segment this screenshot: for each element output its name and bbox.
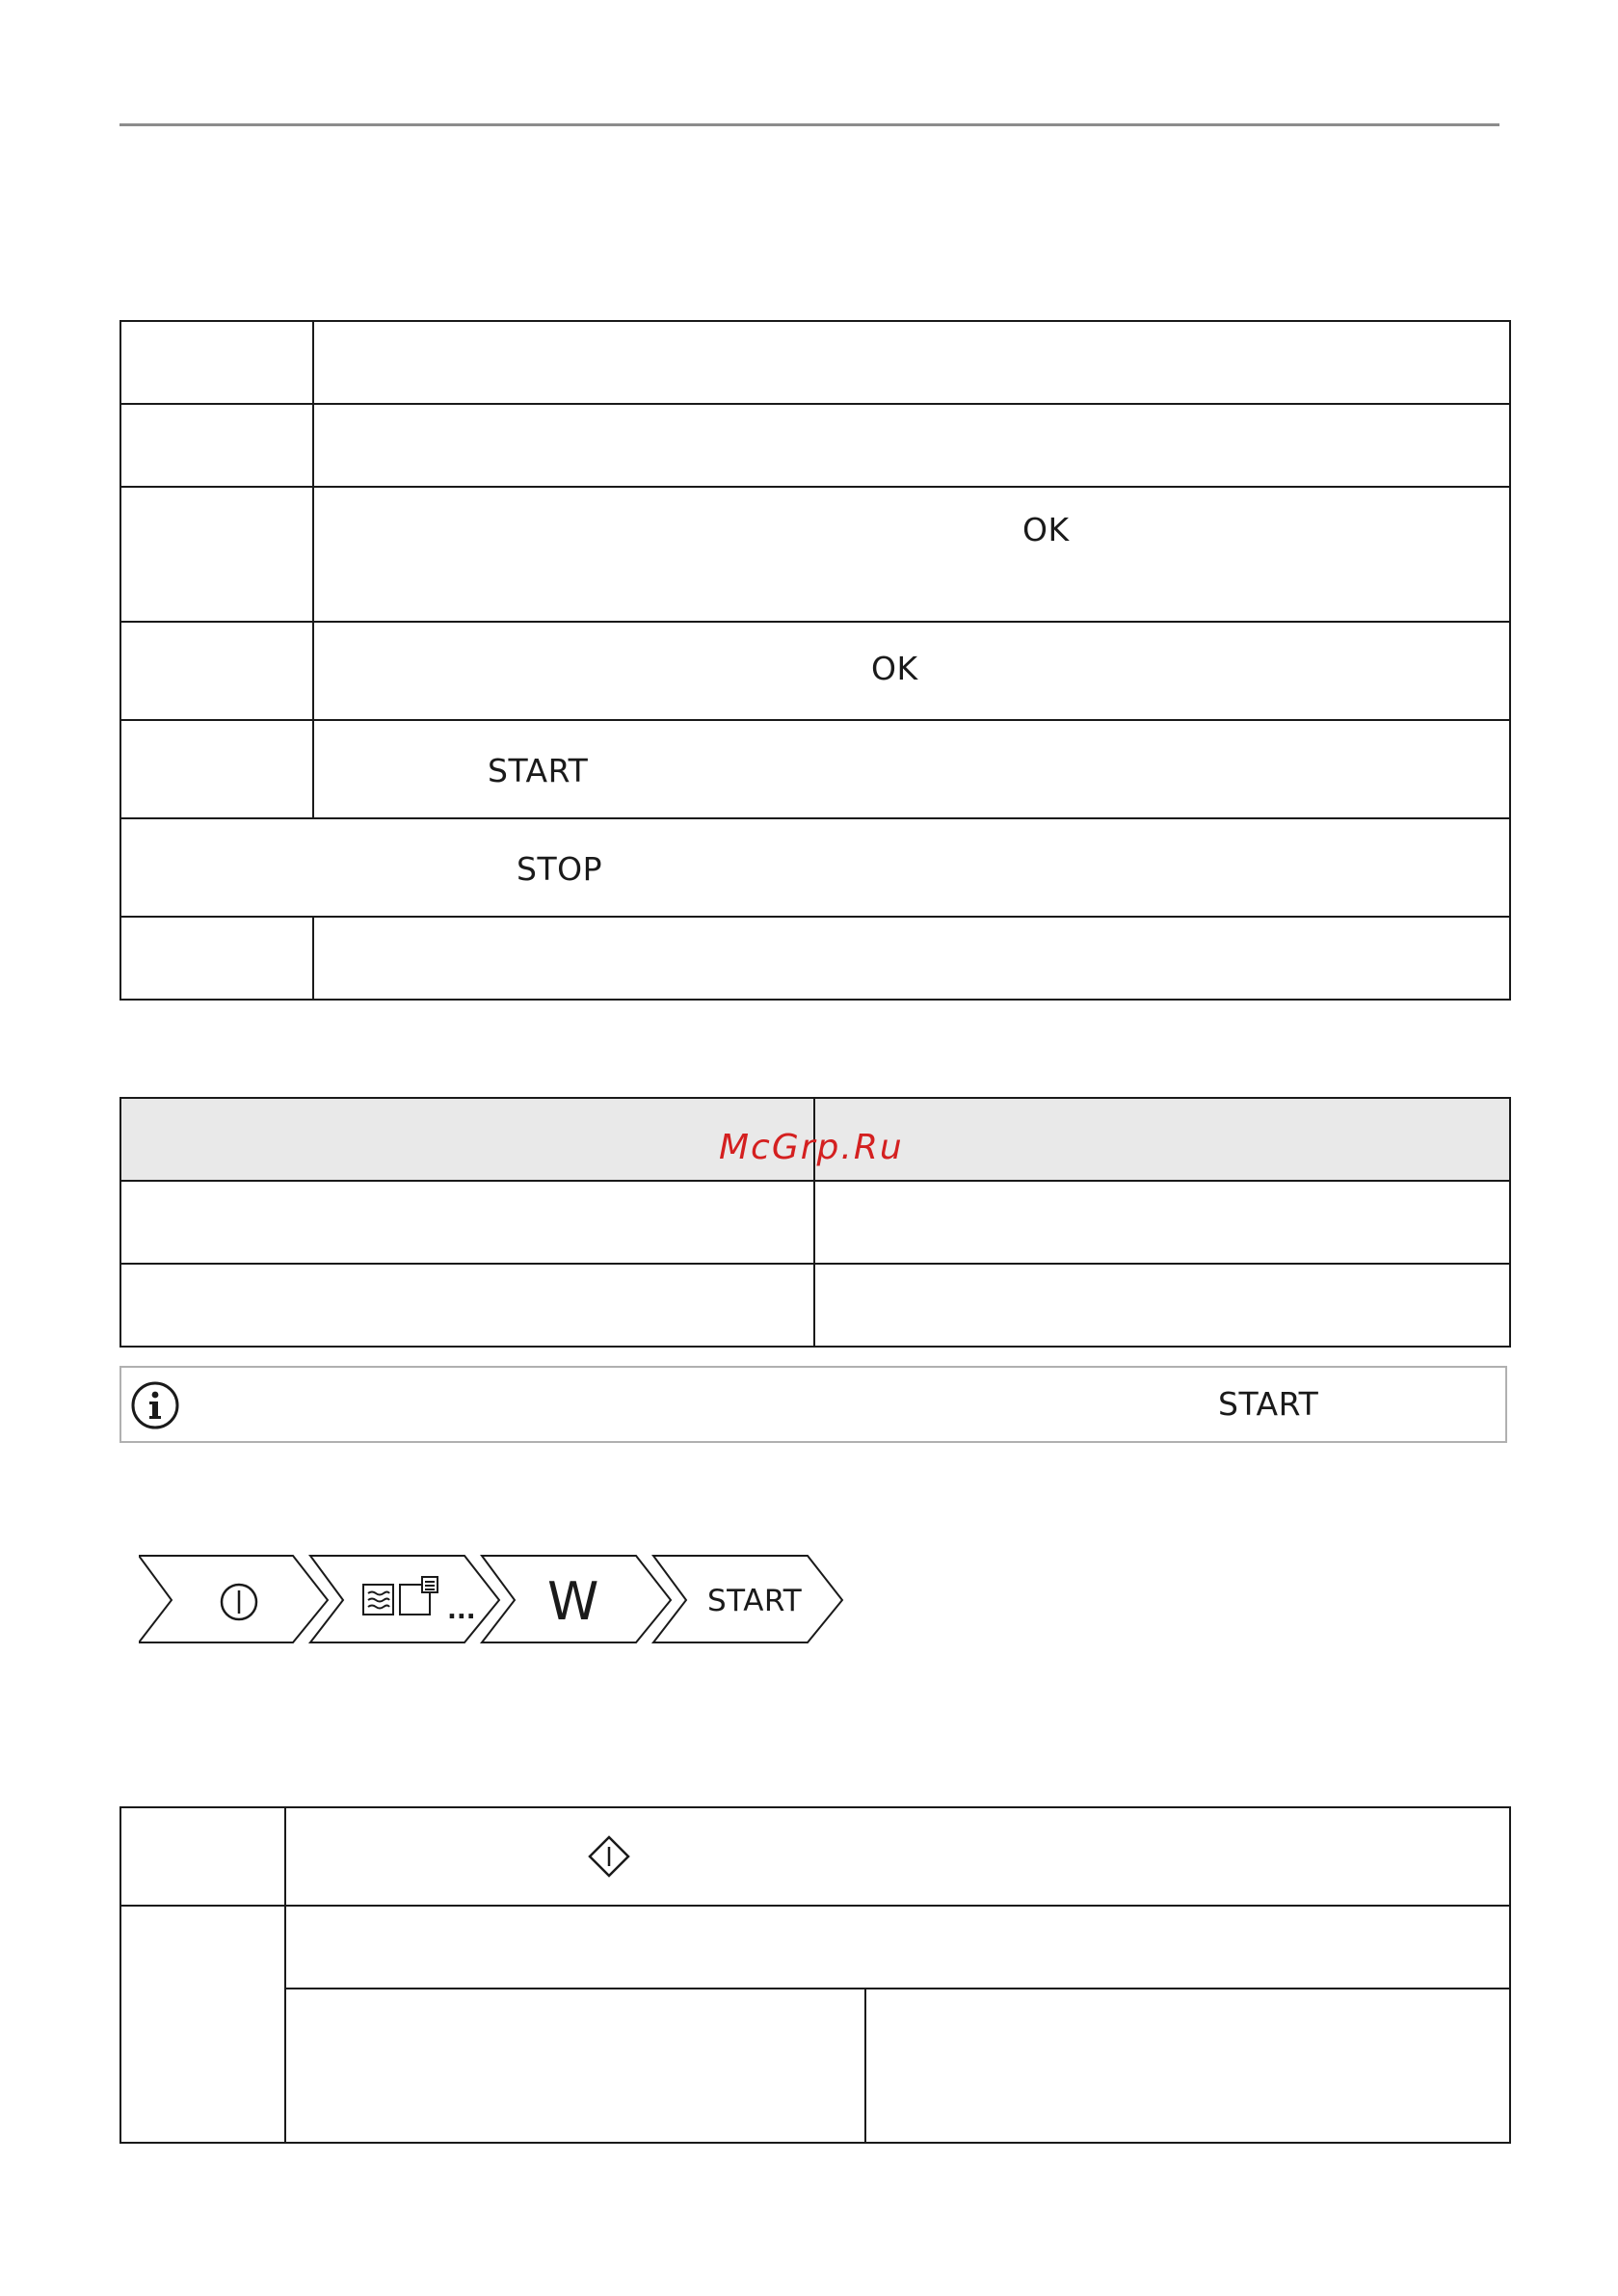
action-cell	[313, 404, 1510, 487]
start-label: START	[707, 1584, 803, 1618]
start-keyword: START	[1218, 1385, 1319, 1423]
action-cell	[285, 1807, 1510, 1906]
action-cell	[313, 622, 1510, 720]
table-cell	[120, 1264, 814, 1347]
header-cell	[120, 1098, 814, 1181]
table-row	[120, 321, 1510, 404]
ellipsis-label: ...	[447, 1596, 476, 1625]
table-row	[120, 1181, 1510, 1264]
table-cell	[285, 1989, 865, 2143]
header-cell	[814, 1098, 1510, 1181]
action-cell	[313, 321, 1510, 404]
step-cell	[120, 487, 313, 622]
action-cell	[313, 487, 1510, 622]
action-cell	[313, 720, 1510, 818]
watermark-text: McGrp.Ru	[719, 1128, 904, 1167]
start-table	[119, 1806, 1511, 2144]
table-cell	[814, 1264, 1510, 1347]
ok-keyword: OK	[871, 650, 918, 687]
table-row	[120, 818, 1510, 917]
header-rule	[119, 123, 1499, 126]
step-cell	[120, 1807, 285, 1906]
power-level-label: W	[547, 1571, 599, 1632]
step-cell	[120, 404, 313, 487]
table-row	[120, 1989, 1510, 2143]
step-cell	[120, 1906, 285, 2143]
table-cell	[120, 1181, 814, 1264]
oven-functions-icon	[363, 1577, 438, 1615]
table-cell	[814, 1181, 1510, 1264]
table-row	[120, 404, 1510, 487]
start-keyword: START	[488, 752, 589, 789]
ok-keyword: OK	[1022, 511, 1070, 548]
table-row	[120, 622, 1510, 720]
action-cell	[285, 1906, 1510, 1989]
info-icon	[129, 1379, 181, 1431]
table-row	[120, 487, 1510, 622]
table-row	[120, 1264, 1510, 1347]
table-row	[120, 720, 1510, 818]
step-cell	[120, 622, 313, 720]
procedure-table	[119, 320, 1511, 1001]
table-row	[120, 1807, 1510, 1906]
step-cell	[120, 720, 313, 818]
action-cell	[313, 917, 1510, 1000]
stop-keyword: STOP	[517, 850, 602, 888]
info-note	[119, 1366, 1507, 1443]
table-row	[120, 917, 1510, 1000]
table-row	[120, 1906, 1510, 1989]
start-diamond-icon	[588, 1835, 630, 1878]
step-cell	[120, 321, 313, 404]
step-cell	[120, 917, 313, 1000]
table-cell	[865, 1989, 1510, 2143]
power-icon	[222, 1585, 256, 1619]
step-arrow	[139, 1556, 328, 1642]
note-cell	[120, 818, 1510, 917]
